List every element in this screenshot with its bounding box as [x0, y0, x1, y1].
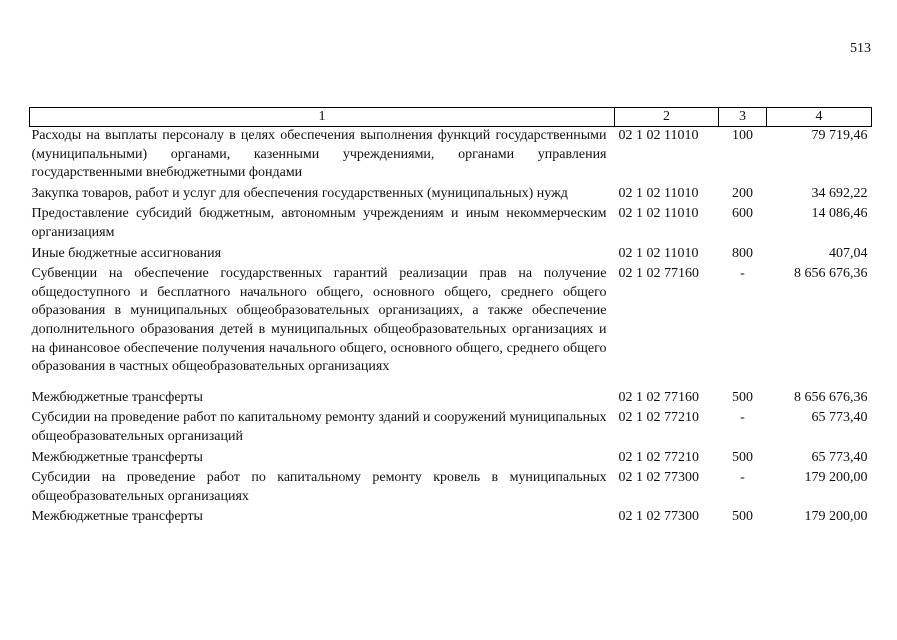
- table-row: [30, 409, 872, 448]
- row-description: Межбюджетные трансферты: [31, 509, 203, 525]
- table-row: [30, 185, 872, 206]
- row-amount: 14 086,46: [811, 206, 868, 222]
- table-row: [30, 205, 872, 244]
- row-description: Закупка товаров, работ и услуг для обеспечения государственных (муниципальных) нужд: [31, 185, 568, 201]
- table-row: [30, 469, 872, 508]
- row-description: Субвенции на обеспечение государственных гарантий реализации прав на получение общедоступного и бесплатного начального общего, основного общего, среднего общего образования в муниципальных общеобразовательных организациях, а также обеспечение дополнительного образования детей в муниципальных общеобразовательных организациях и на финансовое обеспечение получения начального общего, основного общего, среднего общего образования в частных общеобразовательных организациях: [31, 266, 607, 375]
- row-type: 500: [732, 449, 753, 465]
- row-amount: 179 200,00: [804, 509, 868, 525]
- row-code: 02 1 02 11010: [618, 185, 699, 201]
- header-col-2: 2: [615, 108, 719, 127]
- row-code: 02 1 02 11010: [618, 245, 699, 261]
- table-row: [30, 245, 872, 266]
- row-type: 800: [732, 245, 753, 261]
- row-type: 200: [732, 185, 753, 201]
- row-description: Субсидии на проведение работ по капитальному ремонту зданий и сооружений муниципальных общеобразовательных организаций: [31, 410, 607, 444]
- row-amount: 8 656 676,36: [794, 266, 868, 282]
- row-type: -: [740, 266, 745, 282]
- header-col-4: 4: [767, 108, 872, 127]
- row-type: 600: [732, 206, 753, 222]
- row-amount: 65 773,40: [811, 449, 868, 465]
- row-type: 500: [732, 389, 753, 405]
- table-row: [30, 127, 872, 185]
- row-code: 02 1 02 11010: [618, 206, 699, 222]
- row-amount: 65 773,40: [811, 410, 868, 426]
- row-code: 02 1 02 77210: [618, 410, 699, 426]
- row-type: 500: [732, 509, 753, 525]
- row-type: 100: [732, 128, 753, 143]
- header-col-3: 3: [719, 108, 767, 127]
- table-row: [30, 265, 872, 389]
- row-description: Расходы на выплаты персоналу в целях обеспечения выполнения функций государственными (муниципальными) органами, казенными учреждениями, органами управления государственными внебюджетными фондами: [31, 128, 607, 181]
- row-type: -: [740, 410, 745, 426]
- row-code: 02 1 02 11010: [618, 128, 699, 143]
- row-amount: 179 200,00: [804, 470, 868, 486]
- row-description: Субсидии на проведение работ по капитальному ремонту кровель в муниципальных общеобразовательных организациях: [31, 470, 607, 504]
- row-code: 02 1 02 77300: [618, 509, 699, 525]
- row-amount: 34 692,22: [811, 185, 868, 201]
- row-amount: 79 719,46: [811, 128, 868, 143]
- budget-table: [29, 107, 871, 529]
- table-row: [30, 449, 872, 470]
- row-description: Иные бюджетные ассигнования: [31, 245, 222, 261]
- row-code: 02 1 02 77210: [618, 449, 699, 465]
- row-description: Межбюджетные трансферты: [31, 389, 203, 405]
- row-amount: 407,04: [829, 245, 868, 261]
- header-col-1: 1: [30, 108, 615, 127]
- row-description: Предоставление субсидий бюджетным, автономным учреждениям и иным некоммерческим организациям: [31, 206, 607, 240]
- row-amount: 8 656 676,36: [794, 389, 868, 405]
- row-description: Межбюджетные трансферты: [31, 449, 203, 465]
- row-code: 02 1 02 77300: [618, 470, 699, 486]
- table-row: [30, 508, 872, 529]
- row-code: 02 1 02 77160: [618, 266, 699, 282]
- table-row: [30, 389, 872, 410]
- row-type: -: [740, 470, 745, 486]
- page-number: 513: [850, 41, 871, 56]
- row-code: 02 1 02 77160: [618, 389, 699, 405]
- table-header-row: [30, 108, 872, 127]
